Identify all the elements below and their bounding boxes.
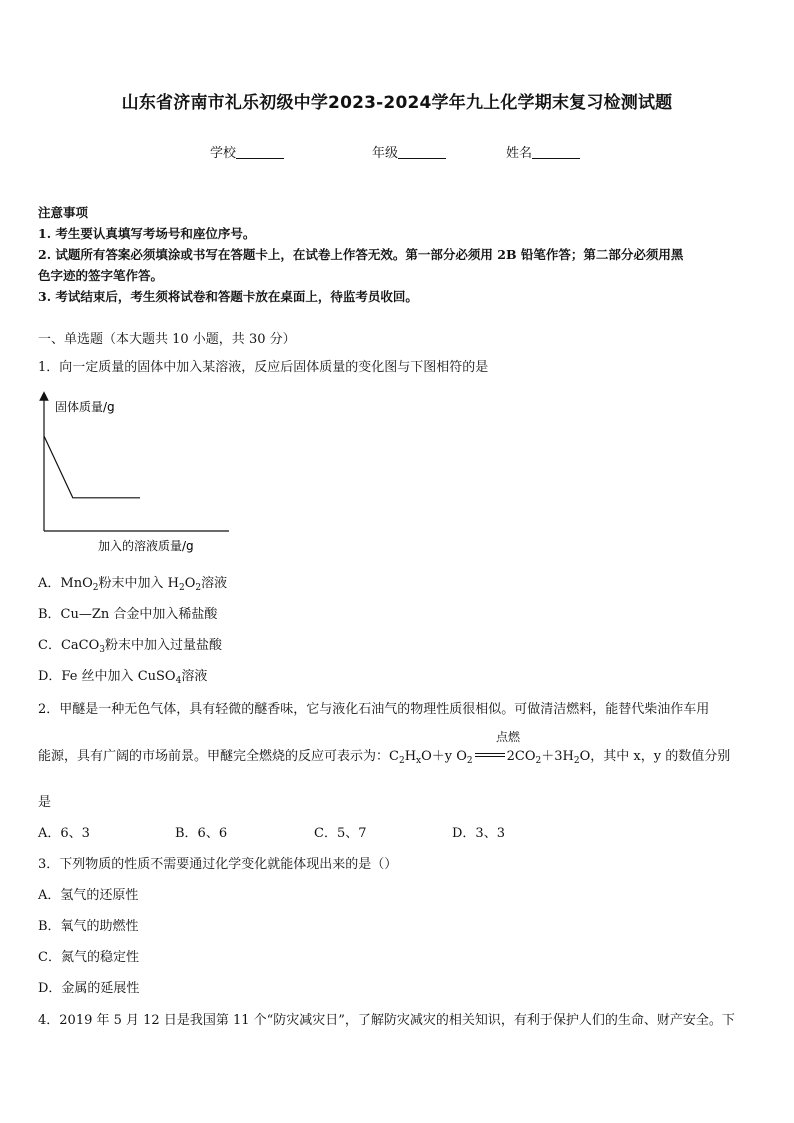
chart-svg: [34, 393, 234, 553]
q1-option-a: A．MnO$_2$粉末中加入 $H_2O_2$溶液: [38, 576, 228, 593]
q3-option-d: D．金属的延展性: [38, 981, 140, 996]
grade-field: [372, 142, 446, 161]
question-1-stem: 1．向一定质量的固体中加入某溶液，反应后固体质量的变化图与下图相符的是: [38, 360, 489, 375]
grade-label: 年级: [372, 146, 399, 161]
q3-option-b: B．氧气的助燃性: [38, 919, 139, 934]
q2-option-b: B．6、6: [175, 826, 228, 841]
notice-heading: 注意事项: [38, 205, 89, 220]
x-axis-label: 加入的溶液质量/g: [98, 539, 194, 553]
q3-option-a: A．氢气的还原性: [38, 888, 139, 903]
name-label: 姓名: [506, 146, 533, 161]
page-title: 山东省济南市礼乐初级中学2023-2024学年九上化学期末复习检测试题: [121, 93, 673, 113]
series-line: [44, 436, 140, 498]
question-2-line-2: 能源，具有广阔的市场前景。甲醚完全燃烧的反应可表示为：$C_2H_xO+y$ $O_2$ $2CO_2+3H_2O$，其中 x，y 的数值分别: [38, 749, 731, 766]
y-axis-label: 固体质量/g: [55, 400, 115, 414]
q2-option-d: D．3、3: [452, 826, 505, 841]
school-label: 学校: [210, 146, 237, 161]
mass-chart: [34, 393, 234, 553]
notice-item: 3. 考试结束后，考生须将试卷和答题卡放在桌面上，待监考员收回。: [38, 289, 418, 304]
q1-option-b: B．Cu—Zn 合金中加入稀盐酸: [38, 607, 218, 622]
name-field: [506, 142, 580, 161]
notice-item: 色字迹的签字笔作答。: [38, 268, 164, 283]
q2-option-c: C．5、7: [314, 826, 367, 841]
section-heading: 一、单选题（本大题共 10 小题，共 30 分）: [38, 332, 296, 347]
q1-option-d: D．Fe 丝中加入 CuSO$_4$溶液: [38, 669, 208, 686]
reaction-condition: 点燃: [496, 730, 521, 744]
notice-item: 2. 试题所有答案必须填涂或书写在答题卡上，在试卷上作答无效。第一部分必须用 2B 铅笔作答；第二部分必须用黑: [38, 247, 684, 262]
question-3-stem: 3．下列物质的性质不需要通过化学变化就能体现出来的是（）: [38, 857, 398, 872]
grade-blank: [398, 145, 446, 159]
question-2-line-1: 2．甲醚是一种无色气体，具有轻微的醚香味，它与液化石油气的物理性质很相似。可做清洁燃料，能替代柴油作车用: [38, 702, 710, 717]
question-2-line-3: 是: [38, 795, 52, 810]
q2-option-a: A．6、3: [38, 826, 90, 841]
name-blank: [532, 145, 580, 159]
q1-option-c: C．CaCO$_3$粉末中加入过量盐酸: [38, 638, 222, 655]
question-4-stem: 4．2019 年 5 月 12 日是我国第 11 个“防灾减灾日”，了解防灾减灾的相关知识，有利于保护人们的生命、财产安全。下: [38, 1013, 735, 1028]
school-blank: [236, 145, 284, 159]
notice-item: 1. 考生要认真填写考场号和座位序号。: [38, 226, 256, 241]
q3-option-c: C．氮气的稳定性: [38, 950, 139, 965]
school-field: [210, 142, 284, 161]
